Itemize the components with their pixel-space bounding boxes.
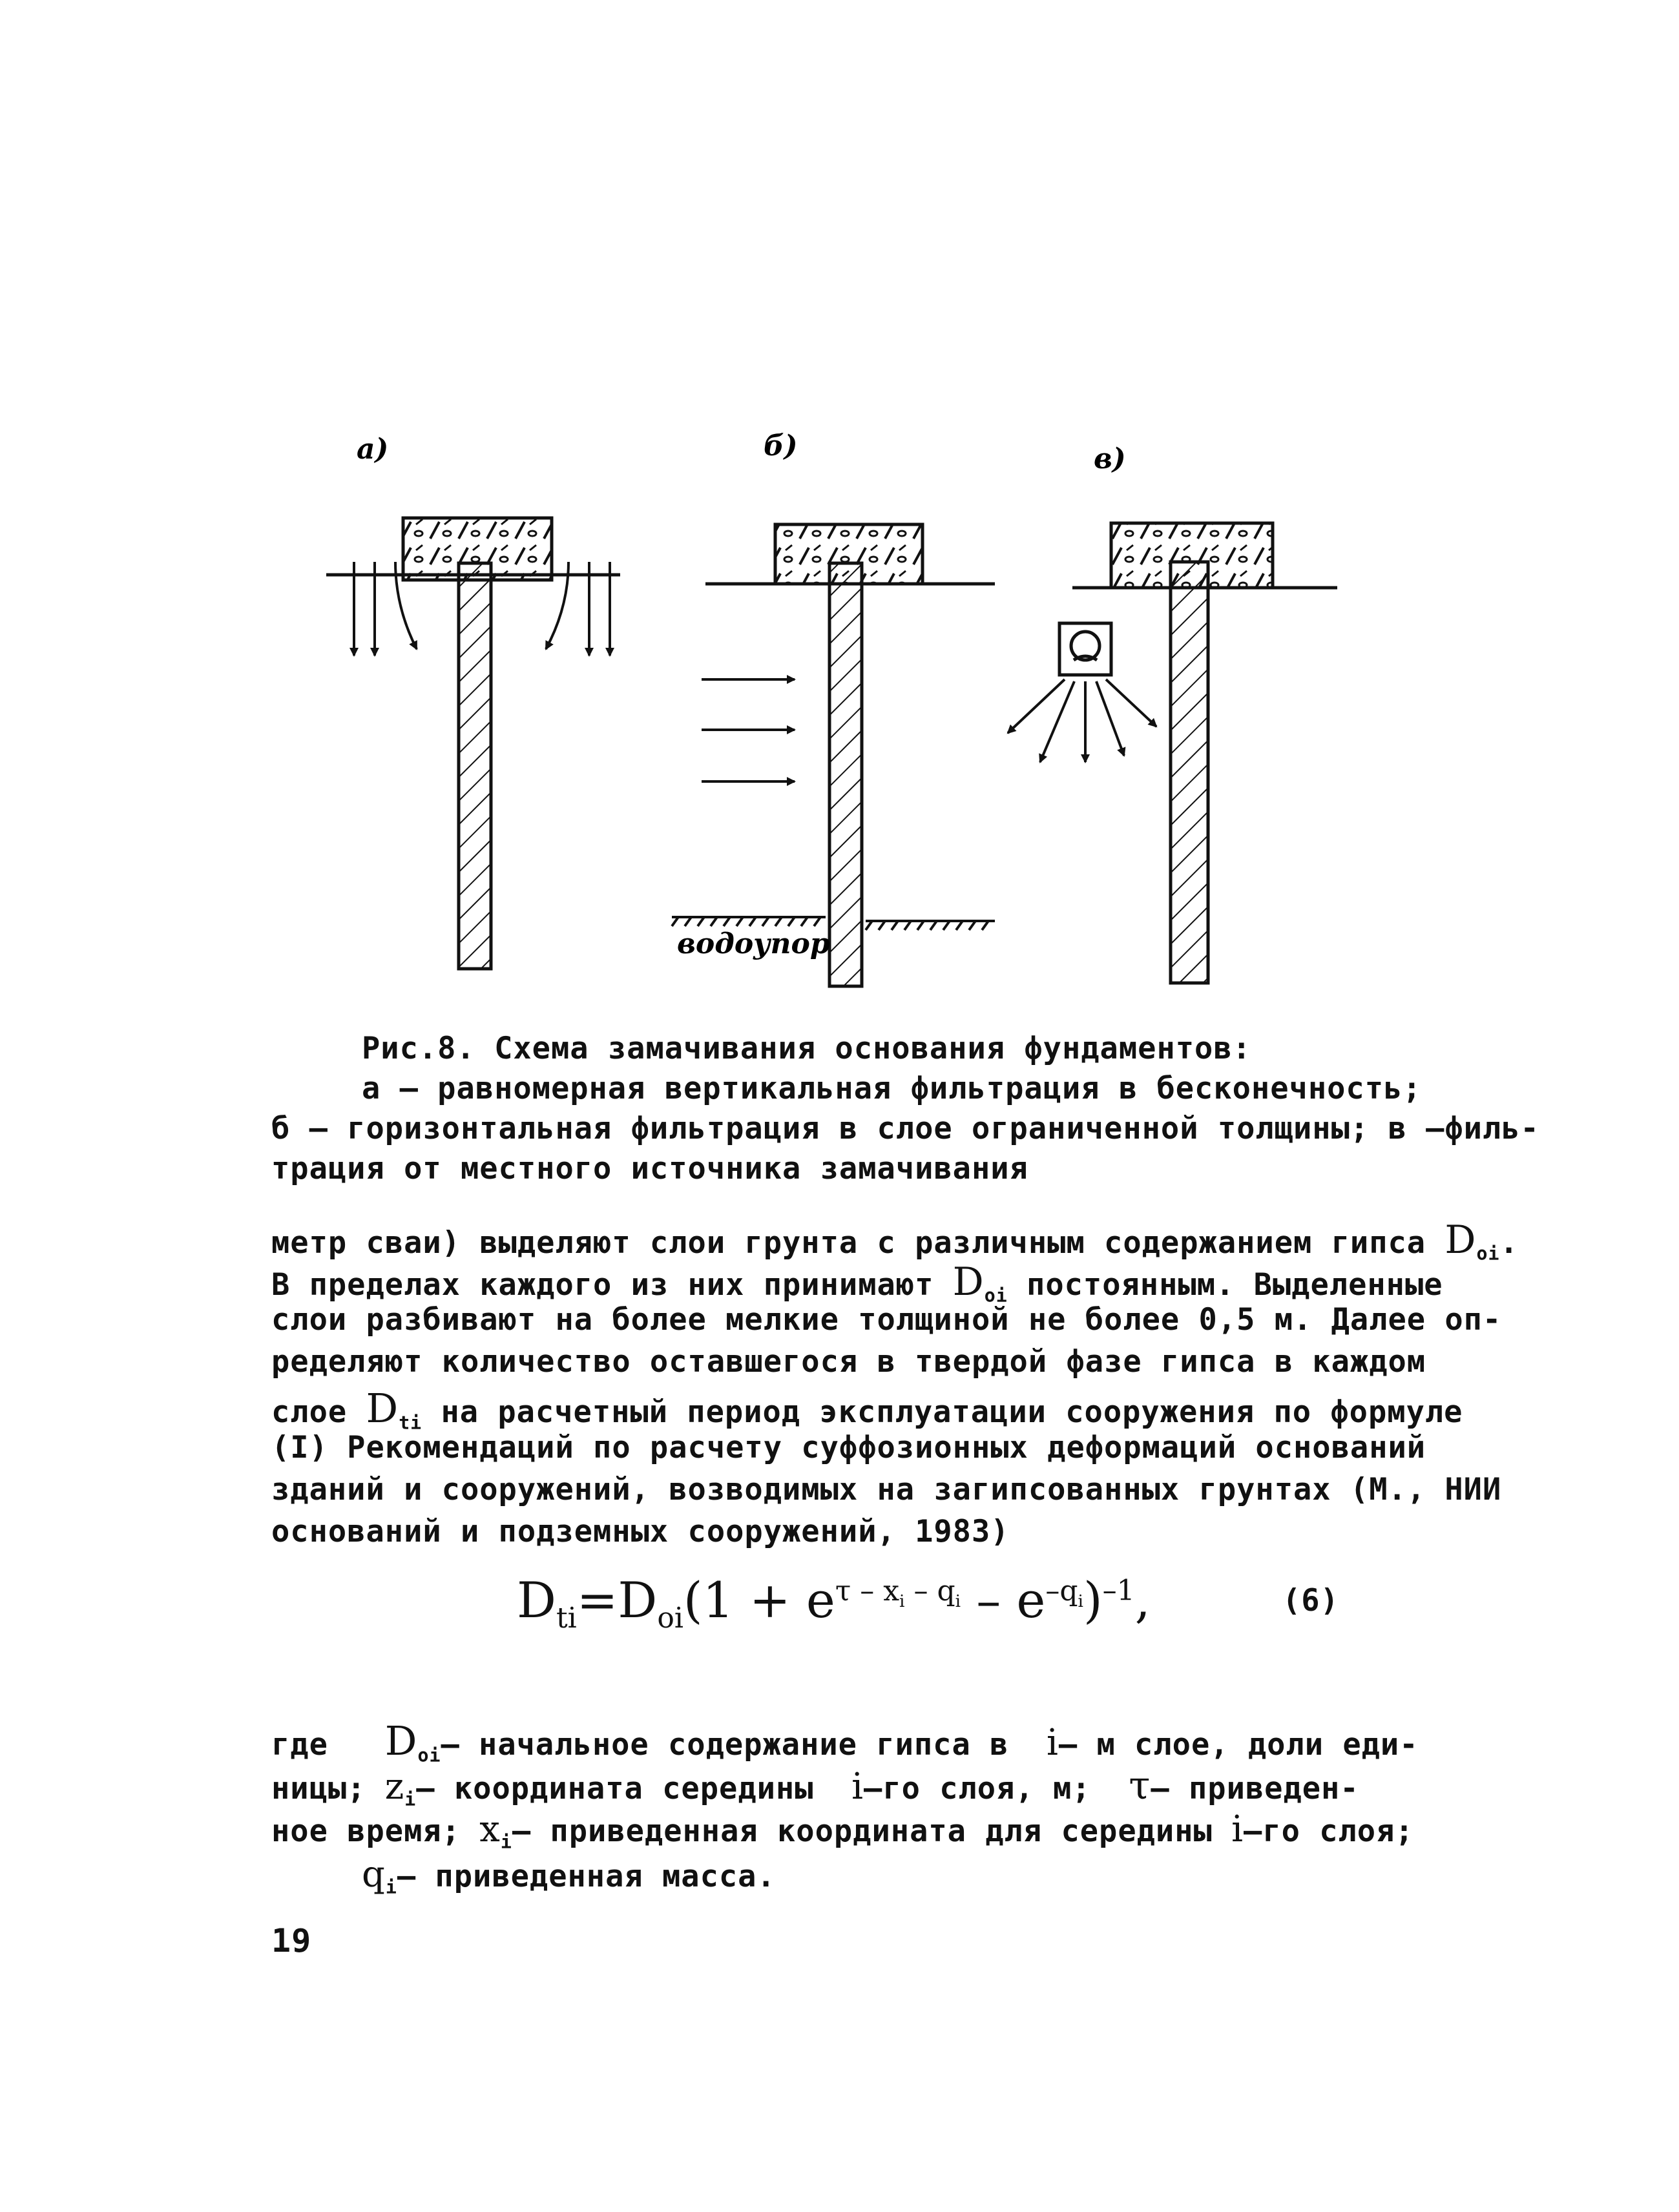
where-line-2: ницы; $z_i-$ координата середины i–го слоя, м; τ– приведен-: [271, 1763, 1359, 1810]
where-line-3: ное время; $x_i-$ приведенная координата для середины i–го слоя;: [271, 1808, 1414, 1853]
paragraph-line-3: слои разбивают на более мелкие толщиной не более 0,5 м. Далее оп-: [271, 1302, 1502, 1338]
figure-caption-title: Рис.8. Схема замачивания основания фундаментов:: [362, 1031, 1251, 1066]
figure-caption-b: б – горизонтальная фильтрация в слое ограниченной толщины; в –филь-: [271, 1111, 1539, 1146]
paragraph-line-1: метр сваи) выделяют слои грунта с различным содержанием гипса $D_{oi}$.: [271, 1217, 1519, 1265]
paragraph-line-8: оснований и подземных сооружений, 1983): [271, 1514, 1010, 1549]
symbol-d-oi: D: [1444, 1217, 1477, 1263]
panel-c-water-source: [1059, 623, 1111, 675]
figure-caption-c: трация от местного источника замачивания: [271, 1151, 1028, 1186]
paragraph-line-2: В пределах каждого из них принимают $D_{oi}$ постоянным. Выделенные: [271, 1259, 1443, 1307]
formula-6: $D_{ti}=D_{oi}(1 + e^{\tau - x_i - q_i} - e^{-q_i})^{-1}$,: [517, 1571, 1151, 1635]
panel-b-flow-arrows: [702, 679, 795, 781]
foundation-soaking-figure: [0, 0, 1679, 1008]
panel-a-pile: [459, 563, 491, 969]
panel-b-water-label: водоупор: [677, 927, 830, 960]
panel-b-pile: [829, 563, 862, 986]
paragraph-line-7: зданий и сооружений, возводимых на загипсованных грунтах (М., НИИ: [271, 1472, 1502, 1507]
where-line-4: $q_i-$ приведенная масса.: [362, 1854, 776, 1898]
panel-a-label: а): [357, 433, 389, 466]
paragraph-line-6: (I) Рекомендаций по расчету суффозионных деформаций оснований: [271, 1430, 1426, 1465]
figure-caption-a: а – равномерная вертикальная фильтрация в бесконечность;: [362, 1071, 1422, 1106]
panel-c-label: в): [1094, 442, 1126, 475]
panel-c-flow-arrows: [1008, 679, 1156, 762]
paragraph-line-4: ределяют количество оставшегося в твердой фазе гипса в каждом: [271, 1344, 1426, 1380]
panel-b-label: б): [764, 429, 798, 462]
paragraph-line-5: слое $D_{ti}$ на расчетный период эксплуатации сооружения по формуле: [271, 1385, 1463, 1434]
panel-c-pile: [1171, 562, 1208, 983]
where-line-1: где $D_{oi}-$ начальное содержание гипса в i– м слое, доли еди-: [271, 1717, 1419, 1766]
panel-a: [326, 433, 620, 969]
formula-number: (6): [1282, 1583, 1339, 1618]
page-number: 19: [271, 1922, 312, 1959]
panel-b: [672, 429, 995, 986]
panel-c: [1008, 442, 1337, 983]
